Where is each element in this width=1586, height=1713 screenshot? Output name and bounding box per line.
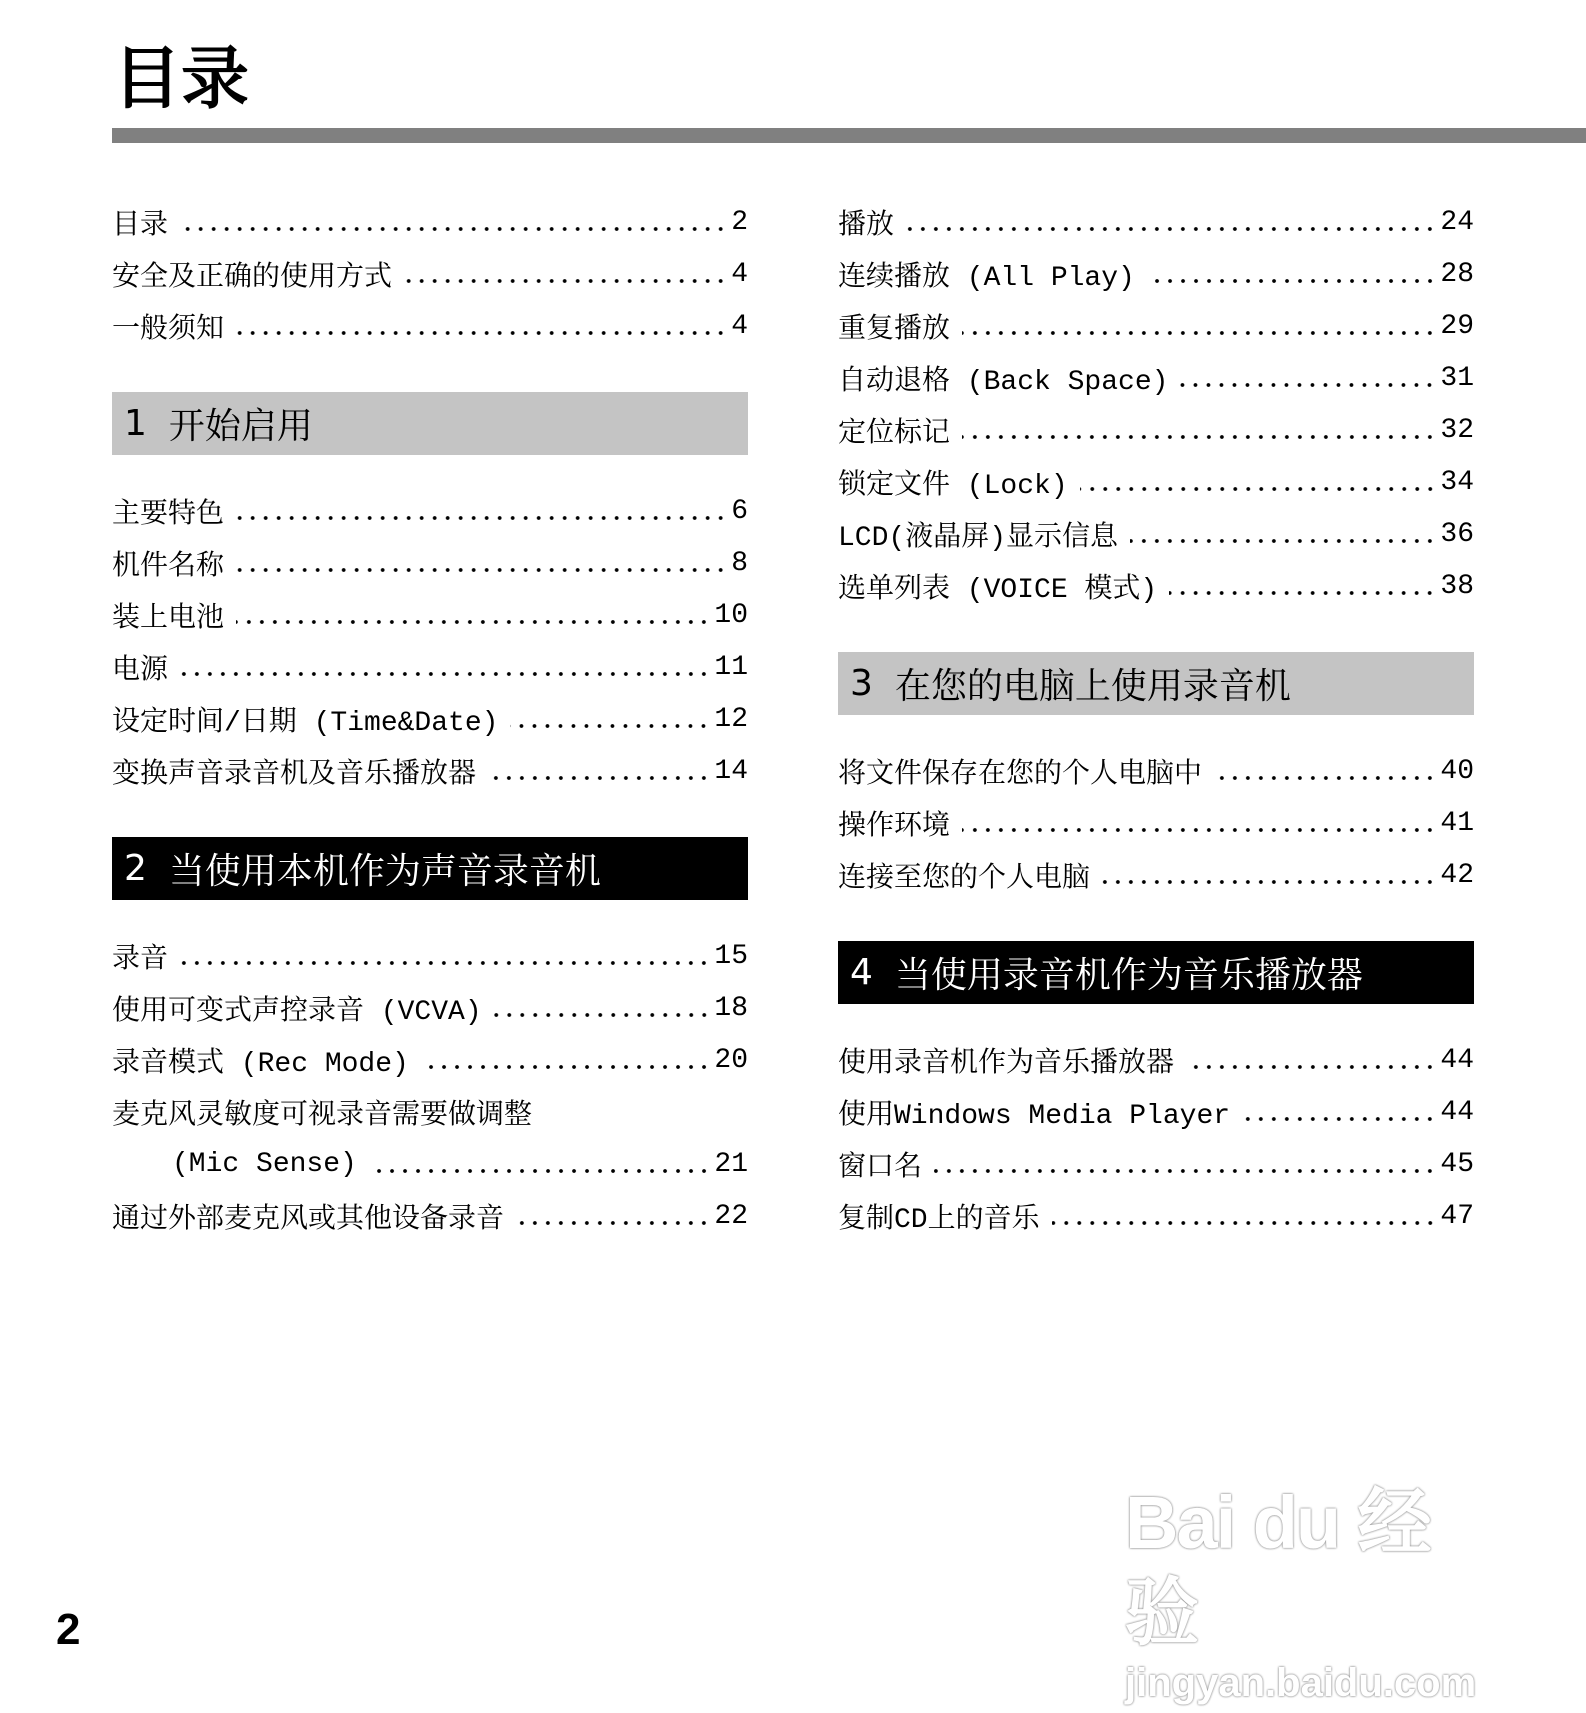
toc-entry-label: 使用录音机作为音乐播放器 xyxy=(838,1049,1175,1080)
toc-entry-page: 21 xyxy=(714,1148,748,1180)
toc-entry-label: 窗口名 xyxy=(838,1153,923,1184)
toc-entry-label: 通过外部麦克风或其他设备录音 xyxy=(112,1205,505,1236)
section-title: 当使用本机作为声音录音机 xyxy=(168,851,601,892)
dot-leader xyxy=(906,225,1436,233)
dot-leader xyxy=(516,1219,710,1227)
toc-entry-label: 机件名称 xyxy=(112,552,225,583)
toc-entry-page: 29 xyxy=(1440,310,1474,342)
toc-entry-page: 38 xyxy=(1440,570,1474,602)
dot-leader xyxy=(1186,1063,1436,1071)
toc-entry-page: 20 xyxy=(714,1044,748,1076)
baidu-jingyan-watermark xyxy=(1125,1478,1487,1705)
dot-leader xyxy=(1180,381,1436,389)
toc-entry-page: 31 xyxy=(1440,362,1474,394)
toc-entry-label: 复制CD上的音乐 xyxy=(838,1205,1040,1236)
toc-entry-page: 4 xyxy=(731,258,748,290)
toc-entry-page: 40 xyxy=(1440,755,1474,787)
toc-entry[interactable] xyxy=(838,560,1474,612)
section-number: 2 xyxy=(124,848,147,889)
toc-entry[interactable] xyxy=(112,196,748,248)
toc-entry-label: 设定时间/日期 (Time&Date) xyxy=(112,708,499,739)
dot-leader xyxy=(236,618,710,626)
toc-entry-label: 主要特色 xyxy=(112,500,225,531)
watermark-url: jingyan.baidu.com xyxy=(1125,1661,1477,1705)
toc-entry-label: 自动退格 (Back Space) xyxy=(838,367,1169,398)
toc-entry[interactable] xyxy=(838,1034,1474,1086)
toc-entry-page: 47 xyxy=(1440,1200,1474,1232)
toc-entry-label: 麦克风灵敏度可视录音需要做调整 xyxy=(112,1101,533,1132)
toc-entry-page: 34 xyxy=(1440,466,1474,498)
dot-leader xyxy=(488,774,710,782)
toc-right-column xyxy=(838,196,1474,1242)
toc-entry-label: 电源 xyxy=(112,656,169,687)
dot-leader xyxy=(1214,774,1436,782)
toc-entry[interactable] xyxy=(112,1138,748,1190)
dot-leader xyxy=(544,1115,748,1123)
dot-leader xyxy=(1102,878,1436,886)
toc-entry[interactable] xyxy=(838,248,1474,300)
dot-leader xyxy=(421,1063,711,1071)
toc-entry[interactable] xyxy=(112,982,748,1034)
dot-leader xyxy=(1052,1219,1437,1227)
toc-entry-label: 操作环境 xyxy=(838,812,951,843)
dot-leader xyxy=(180,670,710,678)
watermark-brand: Bai du 经验 xyxy=(1125,1481,1430,1654)
toc-entry[interactable] xyxy=(112,641,748,693)
toc-entry-page: 28 xyxy=(1440,258,1474,290)
toc-entry[interactable] xyxy=(838,196,1474,248)
toc-entry-label: 定位标记 xyxy=(838,419,951,450)
toc-entry[interactable] xyxy=(112,537,748,589)
section-title: 在您的电脑上使用录音机 xyxy=(894,666,1291,707)
toc-entry[interactable] xyxy=(112,589,748,641)
toc-entry-label: LCD(液晶屏)显示信息 xyxy=(838,523,1119,554)
toc-entry-label: 录音 xyxy=(112,945,169,976)
dot-leader xyxy=(236,514,727,522)
toc-entry-page: 10 xyxy=(714,599,748,631)
toc-entry-page: 42 xyxy=(1440,859,1474,891)
title-divider xyxy=(112,128,1586,143)
section-header xyxy=(112,837,748,900)
toc-entry-page: 32 xyxy=(1440,414,1474,446)
dot-leader xyxy=(510,722,710,730)
toc-entry-page: 44 xyxy=(1440,1096,1474,1128)
toc-entry-label: 播放 xyxy=(838,211,895,242)
toc-entry-page: 6 xyxy=(731,495,748,527)
toc-entry[interactable] xyxy=(838,508,1474,560)
toc-left-column xyxy=(112,196,748,1242)
toc-entry[interactable] xyxy=(112,693,748,745)
section-title: 开始启用 xyxy=(168,406,313,447)
toc-entry-label: 变换声音录音机及音乐播放器 xyxy=(112,760,477,791)
toc-entry[interactable] xyxy=(838,456,1474,508)
dot-leader xyxy=(180,225,727,233)
toc-entry-page: 41 xyxy=(1440,807,1474,839)
dot-leader xyxy=(1147,277,1437,285)
toc-entry-label: 录音模式 (Rec Mode) xyxy=(112,1049,409,1080)
toc-entry-label: 安全及正确的使用方式 xyxy=(112,263,393,294)
dot-leader xyxy=(404,277,727,285)
section-number: 3 xyxy=(850,663,873,704)
toc-entry[interactable] xyxy=(838,300,1474,352)
dot-leader xyxy=(1169,589,1436,597)
toc-entry[interactable] xyxy=(838,352,1474,404)
page-number: 2 xyxy=(56,1605,81,1654)
toc-entry-label: 使用Windows Media Player xyxy=(838,1101,1231,1132)
toc-entry[interactable] xyxy=(838,797,1474,849)
toc-entry[interactable] xyxy=(838,849,1474,901)
toc-entry-page: 45 xyxy=(1440,1148,1474,1180)
section-header xyxy=(838,941,1474,1004)
toc-entry-page: 24 xyxy=(1440,206,1474,238)
page-title: 目录 xyxy=(113,40,250,119)
section-number: 1 xyxy=(124,403,147,444)
toc-entry-page: 4 xyxy=(731,310,748,342)
dot-leader xyxy=(236,566,727,574)
toc-entry[interactable] xyxy=(838,1190,1474,1242)
dot-leader xyxy=(1080,485,1437,493)
toc-entry-page: 22 xyxy=(714,1200,748,1232)
toc-entry[interactable] xyxy=(112,1086,748,1138)
dot-leader xyxy=(962,329,1436,337)
dot-leader xyxy=(1130,537,1436,545)
toc-entry-label: 连接至您的个人电脑 xyxy=(838,864,1091,895)
dot-leader xyxy=(369,1167,711,1175)
toc-entry[interactable] xyxy=(112,1034,748,1086)
toc-entry[interactable] xyxy=(112,485,748,537)
dot-leader xyxy=(962,826,1436,834)
toc-entry-label: 使用可变式声控录音 (VCVA) xyxy=(112,997,482,1028)
toc-entry-label: 目录 xyxy=(112,211,169,242)
toc-entry[interactable] xyxy=(112,300,748,352)
toc-entry[interactable] xyxy=(838,404,1474,456)
toc-entry-label: (Mic Sense) xyxy=(172,1148,357,1180)
toc-entry-label: 选单列表 (VOICE 模式) xyxy=(838,575,1158,606)
toc-entry-page: 36 xyxy=(1440,518,1474,550)
toc-entry[interactable] xyxy=(838,1138,1474,1190)
toc-entry[interactable] xyxy=(112,930,748,982)
toc-entry-page: 14 xyxy=(714,755,748,787)
dot-leader xyxy=(934,1167,1436,1175)
toc-entry-page: 11 xyxy=(714,651,748,683)
dot-leader xyxy=(494,1011,711,1019)
dot-leader xyxy=(236,329,727,337)
toc-entry[interactable] xyxy=(112,1190,748,1242)
toc-entry[interactable] xyxy=(838,1086,1474,1138)
toc-entry-label: 连续播放 (All Play) xyxy=(838,263,1135,294)
toc-entry-label: 装上电池 xyxy=(112,604,225,635)
dot-leader xyxy=(962,433,1436,441)
toc-entry-label: 重复播放 xyxy=(838,315,951,346)
toc-entry[interactable] xyxy=(112,248,748,300)
toc-entry-page: 18 xyxy=(714,992,748,1024)
toc-entry-page: 44 xyxy=(1440,1044,1474,1076)
dot-leader xyxy=(180,959,710,967)
toc-entry[interactable] xyxy=(838,745,1474,797)
toc-entry-page: 15 xyxy=(714,940,748,972)
section-title: 当使用录音机作为音乐播放器 xyxy=(894,955,1363,996)
section-number: 4 xyxy=(850,952,873,993)
section-header xyxy=(838,652,1474,715)
section-header xyxy=(112,392,748,455)
toc-entry-label: 一般须知 xyxy=(112,315,225,346)
toc-entry-label: 锁定文件 (Lock) xyxy=(838,471,1068,502)
toc-entry-label: 将文件保存在您的个人电脑中 xyxy=(838,760,1203,791)
toc-entry-page: 8 xyxy=(731,547,748,579)
dot-leader xyxy=(1242,1115,1436,1123)
toc-entry[interactable] xyxy=(112,745,748,797)
toc-entry-page: 2 xyxy=(731,206,748,238)
toc-entry-page: 12 xyxy=(714,703,748,735)
